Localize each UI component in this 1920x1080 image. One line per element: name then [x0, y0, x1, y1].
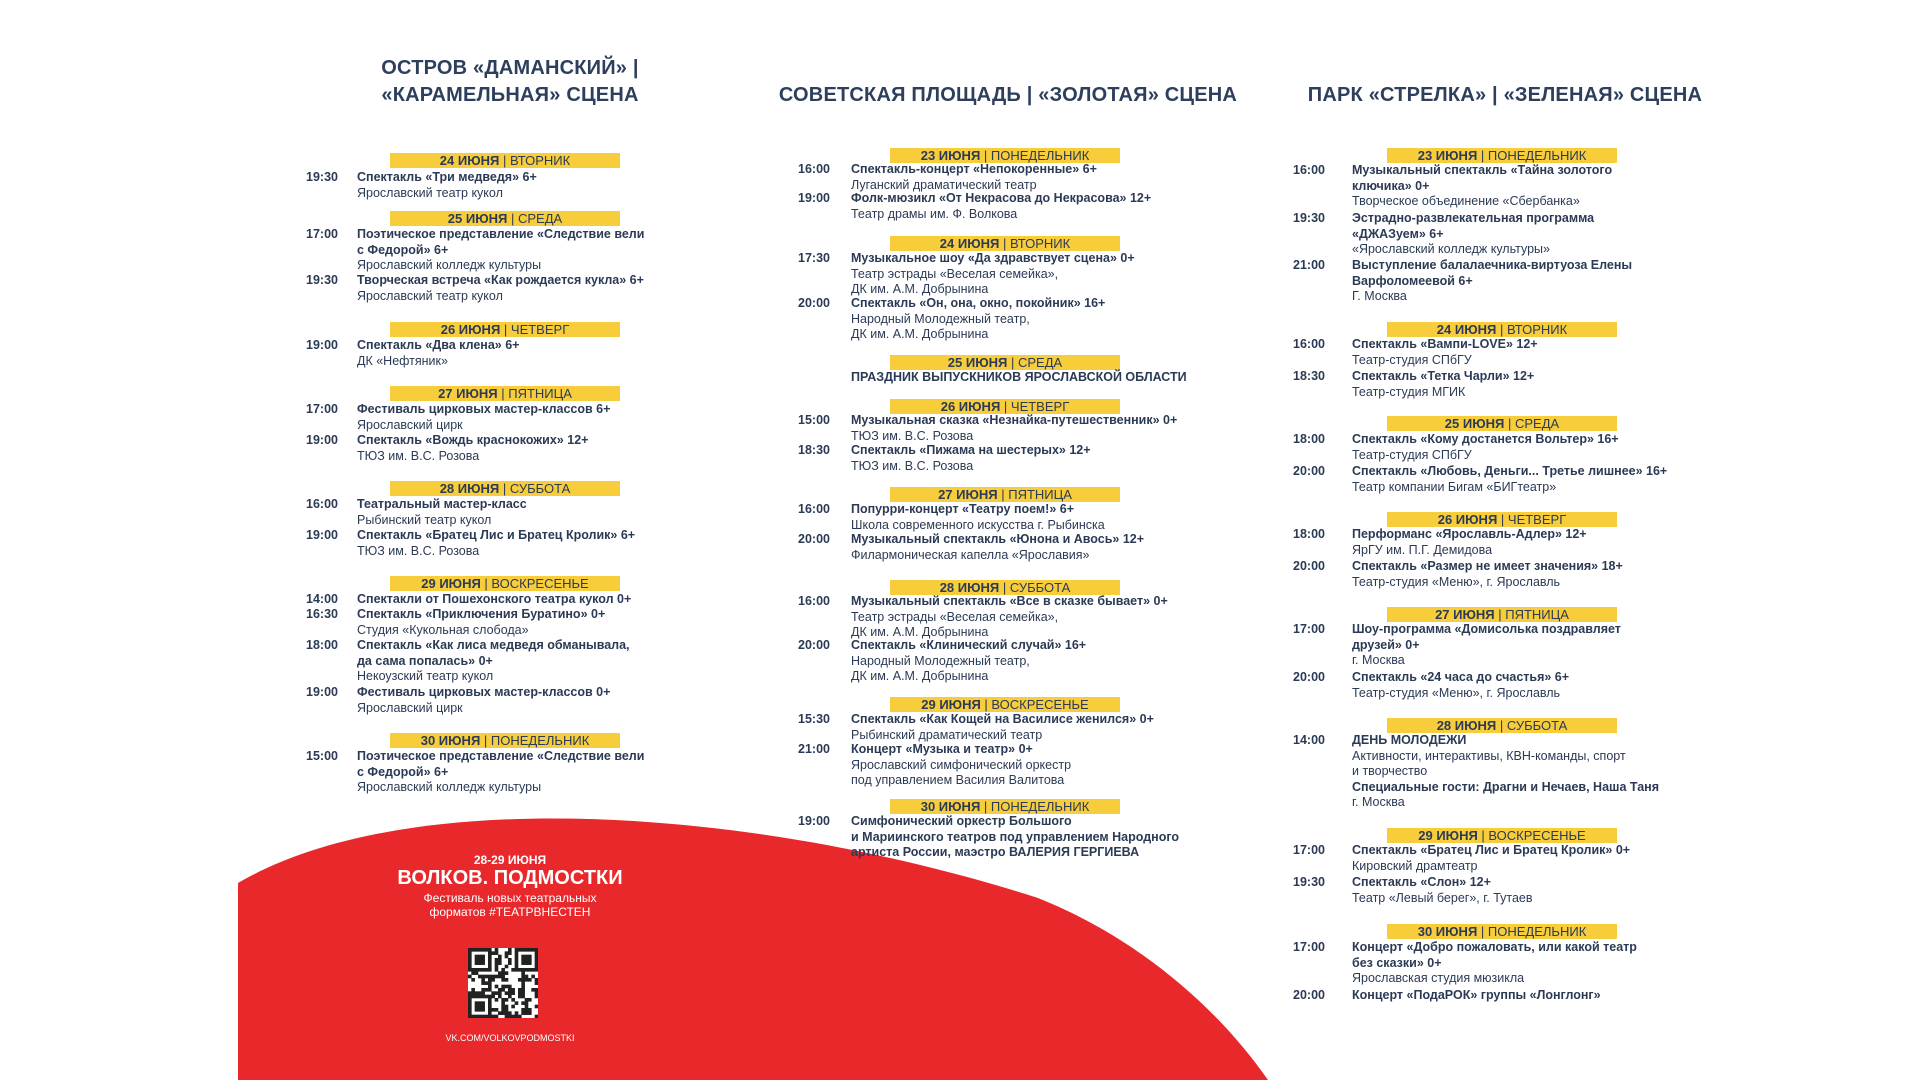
event-venue: Театр-студия «Меню», г. Ярославль	[1352, 574, 1561, 589]
event-title: ДЕНЬ МОЛОДЕЖИ	[1352, 733, 1467, 747]
day-date: 26 ИЮНЯ	[440, 322, 501, 337]
event-time: 18:30	[798, 443, 830, 457]
event-venue: Активности, интерактивы, КВН-команды, спорт	[1352, 748, 1626, 763]
day-weekday: ПОНЕДЕЛЬНИК	[990, 148, 1090, 163]
day-header	[890, 697, 1120, 712]
column-title: «КАРАМЕЛЬНАЯ» СЦЕНА	[381, 84, 639, 106]
event-venue: Театр эстрады «Веселая семейка»,	[851, 266, 1059, 281]
day-weekday: ПОНЕДЕЛЬНИК	[1487, 924, 1587, 939]
column-title: ОСТРОВ «ДАМАНСКИЙ» |	[381, 57, 639, 79]
day-header	[390, 153, 620, 168]
event-time: 19:30	[1293, 211, 1325, 225]
event-title: «ДЖАЗуем» 6+	[1352, 226, 1444, 241]
event-venue: г. Москва	[1352, 653, 1405, 668]
event-title: Выступление балалаечника-виртуоза Елены	[1352, 258, 1633, 272]
event-title: Фолк-мюзикл «От Некрасова до Некрасова» 12+	[851, 191, 1152, 205]
day-weekday: ПЯТНИЦА	[1008, 487, 1072, 502]
day-date: 27 ИЮНЯ	[1435, 607, 1495, 622]
day-date: 29 ИЮНЯ	[921, 697, 981, 712]
day-separator: |	[1477, 148, 1488, 163]
day-header	[390, 211, 620, 226]
event-venue: г. Москва	[1352, 795, 1405, 810]
event-title: Поэтическое представление «Следствие вели	[357, 227, 645, 241]
day-date: 26 ИЮНЯ	[1437, 512, 1498, 527]
event-title: Варфоломеевой 6+	[1352, 273, 1473, 288]
day-separator: |	[499, 481, 510, 496]
day-header	[1387, 924, 1617, 939]
day-weekday: ПОНЕДЕЛЬНИК	[490, 733, 590, 748]
day-separator: |	[1497, 512, 1508, 527]
day-header	[390, 386, 620, 401]
event-title: Концерт «Музыка и театр» 0+	[851, 742, 1033, 756]
event-time: 17:00	[1293, 940, 1325, 954]
event-venue: Студия «Кукольная слобода»	[357, 622, 529, 637]
qr-code[interactable]	[468, 948, 538, 1018]
day-weekday: ПОНЕДЕЛЬНИК	[1487, 148, 1587, 163]
event-time: 14:00	[1293, 733, 1325, 747]
day-header	[390, 576, 620, 591]
event-time: 15:00	[306, 749, 338, 763]
day-separator: |	[507, 211, 518, 226]
day-header	[1387, 718, 1617, 733]
event-title: артиста России, маэстро ВАЛЕРИЯ ГЕРГИЕВА	[851, 845, 1140, 860]
day-date: 30 ИЮНЯ	[920, 799, 981, 814]
event-venue: под управлением Василия Валитова	[851, 773, 1065, 788]
day-date: 24 ИЮНЯ	[439, 153, 500, 168]
event-title: с Федорой» 6+	[357, 764, 449, 779]
event-time: 16:00	[1293, 337, 1325, 351]
day-date: 27 ИЮНЯ	[938, 487, 998, 502]
event-venue: Творческое объединение «Сбербанка»	[1352, 194, 1580, 209]
event-venue: Ярославский цирк	[357, 700, 463, 715]
day-weekday: ВТОРНИК	[1506, 322, 1568, 337]
day-header	[890, 148, 1120, 163]
event-title: Спектакль «Вождь краснокожих» 12+	[357, 433, 589, 447]
event-title: и Мариинского театров под управлением Народного	[851, 829, 1180, 844]
day-date: 25 ИЮНЯ	[947, 355, 1008, 370]
event-time: 17:00	[1293, 622, 1325, 636]
event-venue: Ярославский колледж культуры	[357, 780, 542, 795]
event-venue: Театр-студия «Меню», г. Ярославль	[1352, 685, 1561, 700]
event-time: 18:00	[1293, 527, 1325, 541]
event-venue: ЯрГУ им. П.Г. Демидова	[1352, 542, 1493, 557]
event-time: 18:30	[1293, 369, 1325, 383]
event-time: 18:00	[306, 638, 338, 652]
event-time: 21:00	[1293, 258, 1325, 272]
day-separator: |	[480, 733, 491, 748]
event-venue: Театр «Левый берег», г. Тутаев	[1352, 890, 1533, 905]
event-title: Спектакль «24 часа до счастья» 6+	[1352, 670, 1570, 684]
day-separator: |	[980, 148, 991, 163]
festival-desc-line2: форматов #ТЕАТРВНЕСТЕН	[429, 905, 591, 919]
event-title: Музыкальный спектакль «Все в сказке бывает» 0+	[851, 594, 1168, 608]
event-venue: Школа современного искусства г. Рыбинска	[851, 517, 1105, 532]
event-venue: Театр компании Бигам «БИГтеатр»	[1352, 479, 1557, 494]
day-weekday: СРЕДА	[1514, 416, 1560, 431]
day-header	[890, 799, 1120, 814]
event-time: 17:00	[306, 227, 338, 241]
day-date: 24 ИЮНЯ	[939, 236, 1000, 251]
event-title: Концерт «Добро пожаловать, или какой театр	[1352, 940, 1637, 954]
event-time: 21:00	[798, 742, 830, 756]
event-venue: ДК им. А.М. Добрынина	[851, 669, 989, 684]
day-weekday: СРЕДА	[1017, 355, 1063, 370]
event-title: Спектакль «Приключения Буратино» 0+	[357, 607, 606, 621]
day-weekday: ПЯТНИЦА	[508, 386, 572, 401]
event-venue: Рыбинский драматический театр	[851, 727, 1043, 742]
event-title: Спектакль «Братец Лис и Братец Кролик» 0+	[1352, 843, 1631, 857]
day-date: 27 ИЮНЯ	[438, 386, 498, 401]
event-title: Творческая встреча «Как рождается кукла» 6+	[357, 273, 644, 287]
day-separator: |	[999, 580, 1010, 595]
event-title: Спектакль «Вампи-LOVE» 12+	[1352, 337, 1538, 351]
event-time: 19:00	[306, 685, 338, 699]
day-separator: |	[999, 236, 1010, 251]
day-weekday: СУББОТА	[1009, 580, 1071, 595]
event-title: да сама попалась» 0+	[357, 653, 493, 668]
event-time: 20:00	[798, 532, 830, 546]
day-separator: |	[1494, 607, 1506, 622]
event-title: Поэтическое представление «Следствие вели	[357, 749, 645, 763]
event-title: Спектакль «Размер не имеет значения» 18+	[1352, 559, 1623, 573]
day-weekday: ВОСКРЕСЕНЬЕ	[991, 697, 1089, 712]
day-header	[1387, 416, 1617, 431]
event-time: 19:30	[306, 273, 338, 287]
day-date: 30 ИЮНЯ	[1417, 924, 1478, 939]
event-venue: Театр-студия СПбГУ	[1352, 352, 1472, 367]
event-venue: Ярославская студия мюзикла	[1352, 971, 1525, 986]
event-venue: Театр драмы им. Ф. Волкова	[851, 206, 1018, 221]
event-time: 19:00	[306, 433, 338, 447]
festival-url[interactable]: VK.COM/VOLKOVPODMOSTKI	[445, 1033, 575, 1043]
event-time: 16:00	[1293, 163, 1325, 177]
event-title: Музыкальный спектакль «Юнона и Авось» 12+	[851, 532, 1145, 546]
event-time: 18:00	[1293, 432, 1325, 446]
day-weekday: ВТОРНИК	[1009, 236, 1071, 251]
event-time: 15:00	[798, 413, 830, 427]
event-venue: Луганский драматический театр	[851, 177, 1037, 192]
event-title: Фестиваль цирковых мастер-классов 6+	[357, 402, 611, 416]
day-weekday: ЧЕТВЕРГ	[1507, 512, 1567, 527]
day-date: 28 ИЮНЯ	[939, 580, 1000, 595]
event-venue: Г. Москва	[1352, 289, 1407, 304]
event-venue: Ярославский театр кукол	[357, 288, 503, 303]
day-separator: |	[1496, 322, 1507, 337]
event-title: Фестиваль цирковых мастер-классов 0+	[357, 685, 611, 699]
day-separator: |	[1007, 355, 1018, 370]
event-venue: Народный Молодежный театр,	[851, 653, 1030, 668]
event-title: Театральный мастер-класс	[357, 497, 527, 511]
festival-dates: 28-29 ИЮНЯ	[473, 853, 547, 867]
day-header	[890, 236, 1120, 251]
event-title: с Федорой» 6+	[357, 242, 449, 257]
event-title: Спектакль «Тетка Чарли» 12+	[1352, 369, 1535, 383]
day-separator: |	[997, 487, 1009, 502]
day-date: 24 ИЮНЯ	[1436, 322, 1497, 337]
day-weekday: ВОСКРЕСЕНЬЕ	[491, 576, 589, 591]
festival-desc-line1: Фестиваль новых театральных	[423, 891, 597, 905]
event-time: 19:00	[798, 191, 830, 205]
day-weekday: СУББОТА	[509, 481, 571, 496]
day-header	[1387, 322, 1617, 337]
day-date: 29 ИЮНЯ	[1418, 828, 1478, 843]
day-separator: |	[1477, 924, 1488, 939]
event-time: 17:30	[798, 251, 830, 265]
day-weekday: ПОНЕДЕЛЬНИК	[990, 799, 1090, 814]
event-title: Симфонический оркестр Большого	[851, 814, 1072, 828]
event-venue: Ярославский театр кукол	[357, 185, 503, 200]
day-header	[890, 399, 1120, 414]
day-weekday: СРЕДА	[517, 211, 563, 226]
event-time: 20:00	[798, 296, 830, 310]
event-venue: Театр-студия МГИК	[1352, 384, 1466, 399]
event-title: без сказки» 0+	[1352, 955, 1442, 970]
event-venue: ДК «Нефтяник»	[357, 353, 448, 368]
event-time: 20:00	[1293, 988, 1325, 1002]
event-time: 17:00	[306, 402, 338, 416]
day-separator: |	[1477, 828, 1489, 843]
event-time: 14:00	[306, 592, 338, 606]
day-date: 29 ИЮНЯ	[421, 576, 481, 591]
day-separator: |	[497, 386, 509, 401]
day-separator: |	[980, 697, 992, 712]
event-time: 20:00	[1293, 670, 1325, 684]
event-title: Спектакль «Как Кощей на Василисе женился» 0+	[851, 712, 1154, 726]
event-time: 15:30	[798, 712, 830, 726]
column-title: ПАРК «СТРЕЛКА» | «ЗЕЛЕНАЯ» СЦЕНА	[1307, 84, 1703, 106]
day-date: 23 ИЮНЯ	[920, 148, 981, 163]
event-time: 20:00	[1293, 464, 1325, 478]
day-header	[1387, 148, 1617, 163]
day-header	[1387, 607, 1617, 622]
day-date: 26 ИЮНЯ	[940, 399, 1001, 414]
event-time: 19:00	[306, 528, 338, 542]
festival-name: ВОЛКОВ. ПОДМОСТКИ	[397, 867, 623, 889]
event-title: Спектакль «Три медведя» 6+	[357, 170, 537, 184]
day-header	[390, 322, 620, 337]
event-title: Музыкальное шоу «Да здравствует сцена» 0+	[851, 251, 1135, 265]
day-separator: |	[480, 576, 492, 591]
event-venue: ДК им. А.М. Добрынина	[851, 327, 989, 342]
event-time: 16:00	[798, 594, 830, 608]
day-weekday: ВТОРНИК	[509, 153, 571, 168]
event-venue: «Ярославский колледж культуры»	[1352, 242, 1550, 257]
event-venue: Некоузский театр кукол	[357, 669, 494, 684]
event-title: Спектакль «Как лиса медведя обманывала,	[357, 638, 630, 652]
day-separator: |	[1504, 416, 1515, 431]
day-date: 23 ИЮНЯ	[1417, 148, 1478, 163]
day-header	[1387, 512, 1617, 527]
event-venue: Театр-студия СПбГУ	[1352, 447, 1472, 462]
day-separator: |	[499, 153, 510, 168]
day-separator: |	[500, 322, 511, 337]
event-venue: Ярославский колледж культуры	[357, 258, 542, 273]
event-title: Спектакли от Пошехонского театра кукол 0+	[357, 592, 632, 606]
event-title: Попурри-концерт «Театру поем!» 6+	[851, 502, 1074, 516]
day-header	[1387, 828, 1617, 843]
event-title: Спектакль «Любовь, Деньги... Третье лишнее» 16+	[1352, 464, 1668, 478]
event-time: 19:00	[798, 814, 830, 828]
event-time: 19:30	[306, 170, 338, 184]
event-venue: ТЮЗ им. В.С. Розова	[851, 428, 974, 443]
day-header	[890, 487, 1120, 502]
event-time: 16:00	[798, 502, 830, 516]
event-time: 17:00	[1293, 843, 1325, 857]
event-title: Эстрадно-развлекательная программа	[1352, 211, 1595, 225]
day-date: 25 ИЮНЯ	[447, 211, 508, 226]
event-venue: ТЮЗ им. В.С. Розова	[357, 543, 480, 558]
event-title: Специальные гости: Драгни и Нечаев, Наша Таня	[1352, 779, 1659, 794]
event-title: Спектакль «Пижама на шестерых» 12+	[851, 443, 1091, 457]
event-time: 20:00	[798, 638, 830, 652]
event-title: Спектакль «Слон» 12+	[1352, 875, 1491, 889]
event-venue: Рыбинский театр кукол	[357, 512, 492, 527]
event-venue: ТЮЗ им. В.С. Розова	[357, 448, 480, 463]
event-title: Музыкальная сказка «Незнайка-путешественник» 0+	[851, 413, 1178, 427]
day-date: 28 ИЮНЯ	[439, 481, 500, 496]
event-time: 19:30	[1293, 875, 1325, 889]
event-venue: ДК им. А.М. Добрынина	[851, 282, 989, 297]
event-venue: ТЮЗ им. В.С. Розова	[851, 458, 974, 473]
event-time: 16:30	[306, 607, 338, 621]
day-date: 25 ИЮНЯ	[1444, 416, 1505, 431]
day-date: 30 ИЮНЯ	[420, 733, 481, 748]
event-title: Спектакль «Он, она, окно, покойник» 16+	[851, 296, 1106, 310]
event-venue: Кировский драмтеатр	[1352, 858, 1478, 873]
event-title: Спектакль «Два клена» 6+	[357, 338, 520, 352]
event-title: Спектакль «Клинический случай» 16+	[851, 638, 1087, 652]
event-venue: Ярославский симфонический оркестр	[851, 757, 1072, 772]
event-title: ПРАЗДНИК ВЫПУСКНИКОВ ЯРОСЛАВСКОЙ ОБЛАСТИ	[851, 370, 1187, 384]
day-weekday: ЧЕТВЕРГ	[1010, 399, 1070, 414]
day-header	[390, 733, 620, 748]
day-weekday: ЧЕТВЕРГ	[510, 322, 570, 337]
day-header	[890, 580, 1120, 595]
event-title: Спектакль «Братец Лис и Братец Кролик» 6+	[357, 528, 636, 542]
event-time: 20:00	[1293, 559, 1325, 573]
day-header	[390, 481, 620, 496]
event-title: Концерт «ПодаРОК» группы «Лонглонг»	[1352, 988, 1601, 1002]
event-title: Шоу-программа «Домисолька поздравляет	[1352, 622, 1621, 636]
event-venue: ДК им. А.М. Добрынина	[851, 625, 989, 640]
event-venue: Театр эстрады «Веселая семейка»,	[851, 609, 1059, 624]
day-weekday: ПЯТНИЦА	[1505, 607, 1569, 622]
event-title: Перформанс «Ярославль-Адлер» 12+	[1352, 527, 1587, 541]
event-title: ключика» 0+	[1352, 178, 1430, 193]
day-header	[890, 355, 1120, 370]
event-time: 16:00	[798, 162, 830, 176]
day-weekday: СУББОТА	[1506, 718, 1568, 733]
day-separator: |	[1496, 718, 1507, 733]
event-venue: и творчество	[1352, 764, 1428, 779]
event-time: 16:00	[306, 497, 338, 511]
event-title: друзей» 0+	[1352, 637, 1420, 652]
event-title: Спектакль «Кому достанется Вольтер» 16+	[1352, 432, 1619, 446]
event-venue: Филармоническая капелла «Ярославия»	[851, 547, 1090, 562]
event-title: Музыкальный спектакль «Тайна золотого	[1352, 163, 1613, 177]
day-separator: |	[1000, 399, 1011, 414]
event-title: Спектакль-концерт «Непокоренные» 6+	[851, 162, 1097, 176]
day-date: 28 ИЮНЯ	[1436, 718, 1497, 733]
event-venue: Народный Молодежный театр,	[851, 311, 1030, 326]
event-venue: Ярославский цирк	[357, 417, 463, 432]
event-time: 19:00	[306, 338, 338, 352]
day-separator: |	[980, 799, 991, 814]
column-title: СОВЕТСКАЯ ПЛОЩАДЬ | «ЗОЛОТАЯ» СЦЕНА	[778, 84, 1238, 106]
day-weekday: ВОСКРЕСЕНЬЕ	[1488, 828, 1586, 843]
